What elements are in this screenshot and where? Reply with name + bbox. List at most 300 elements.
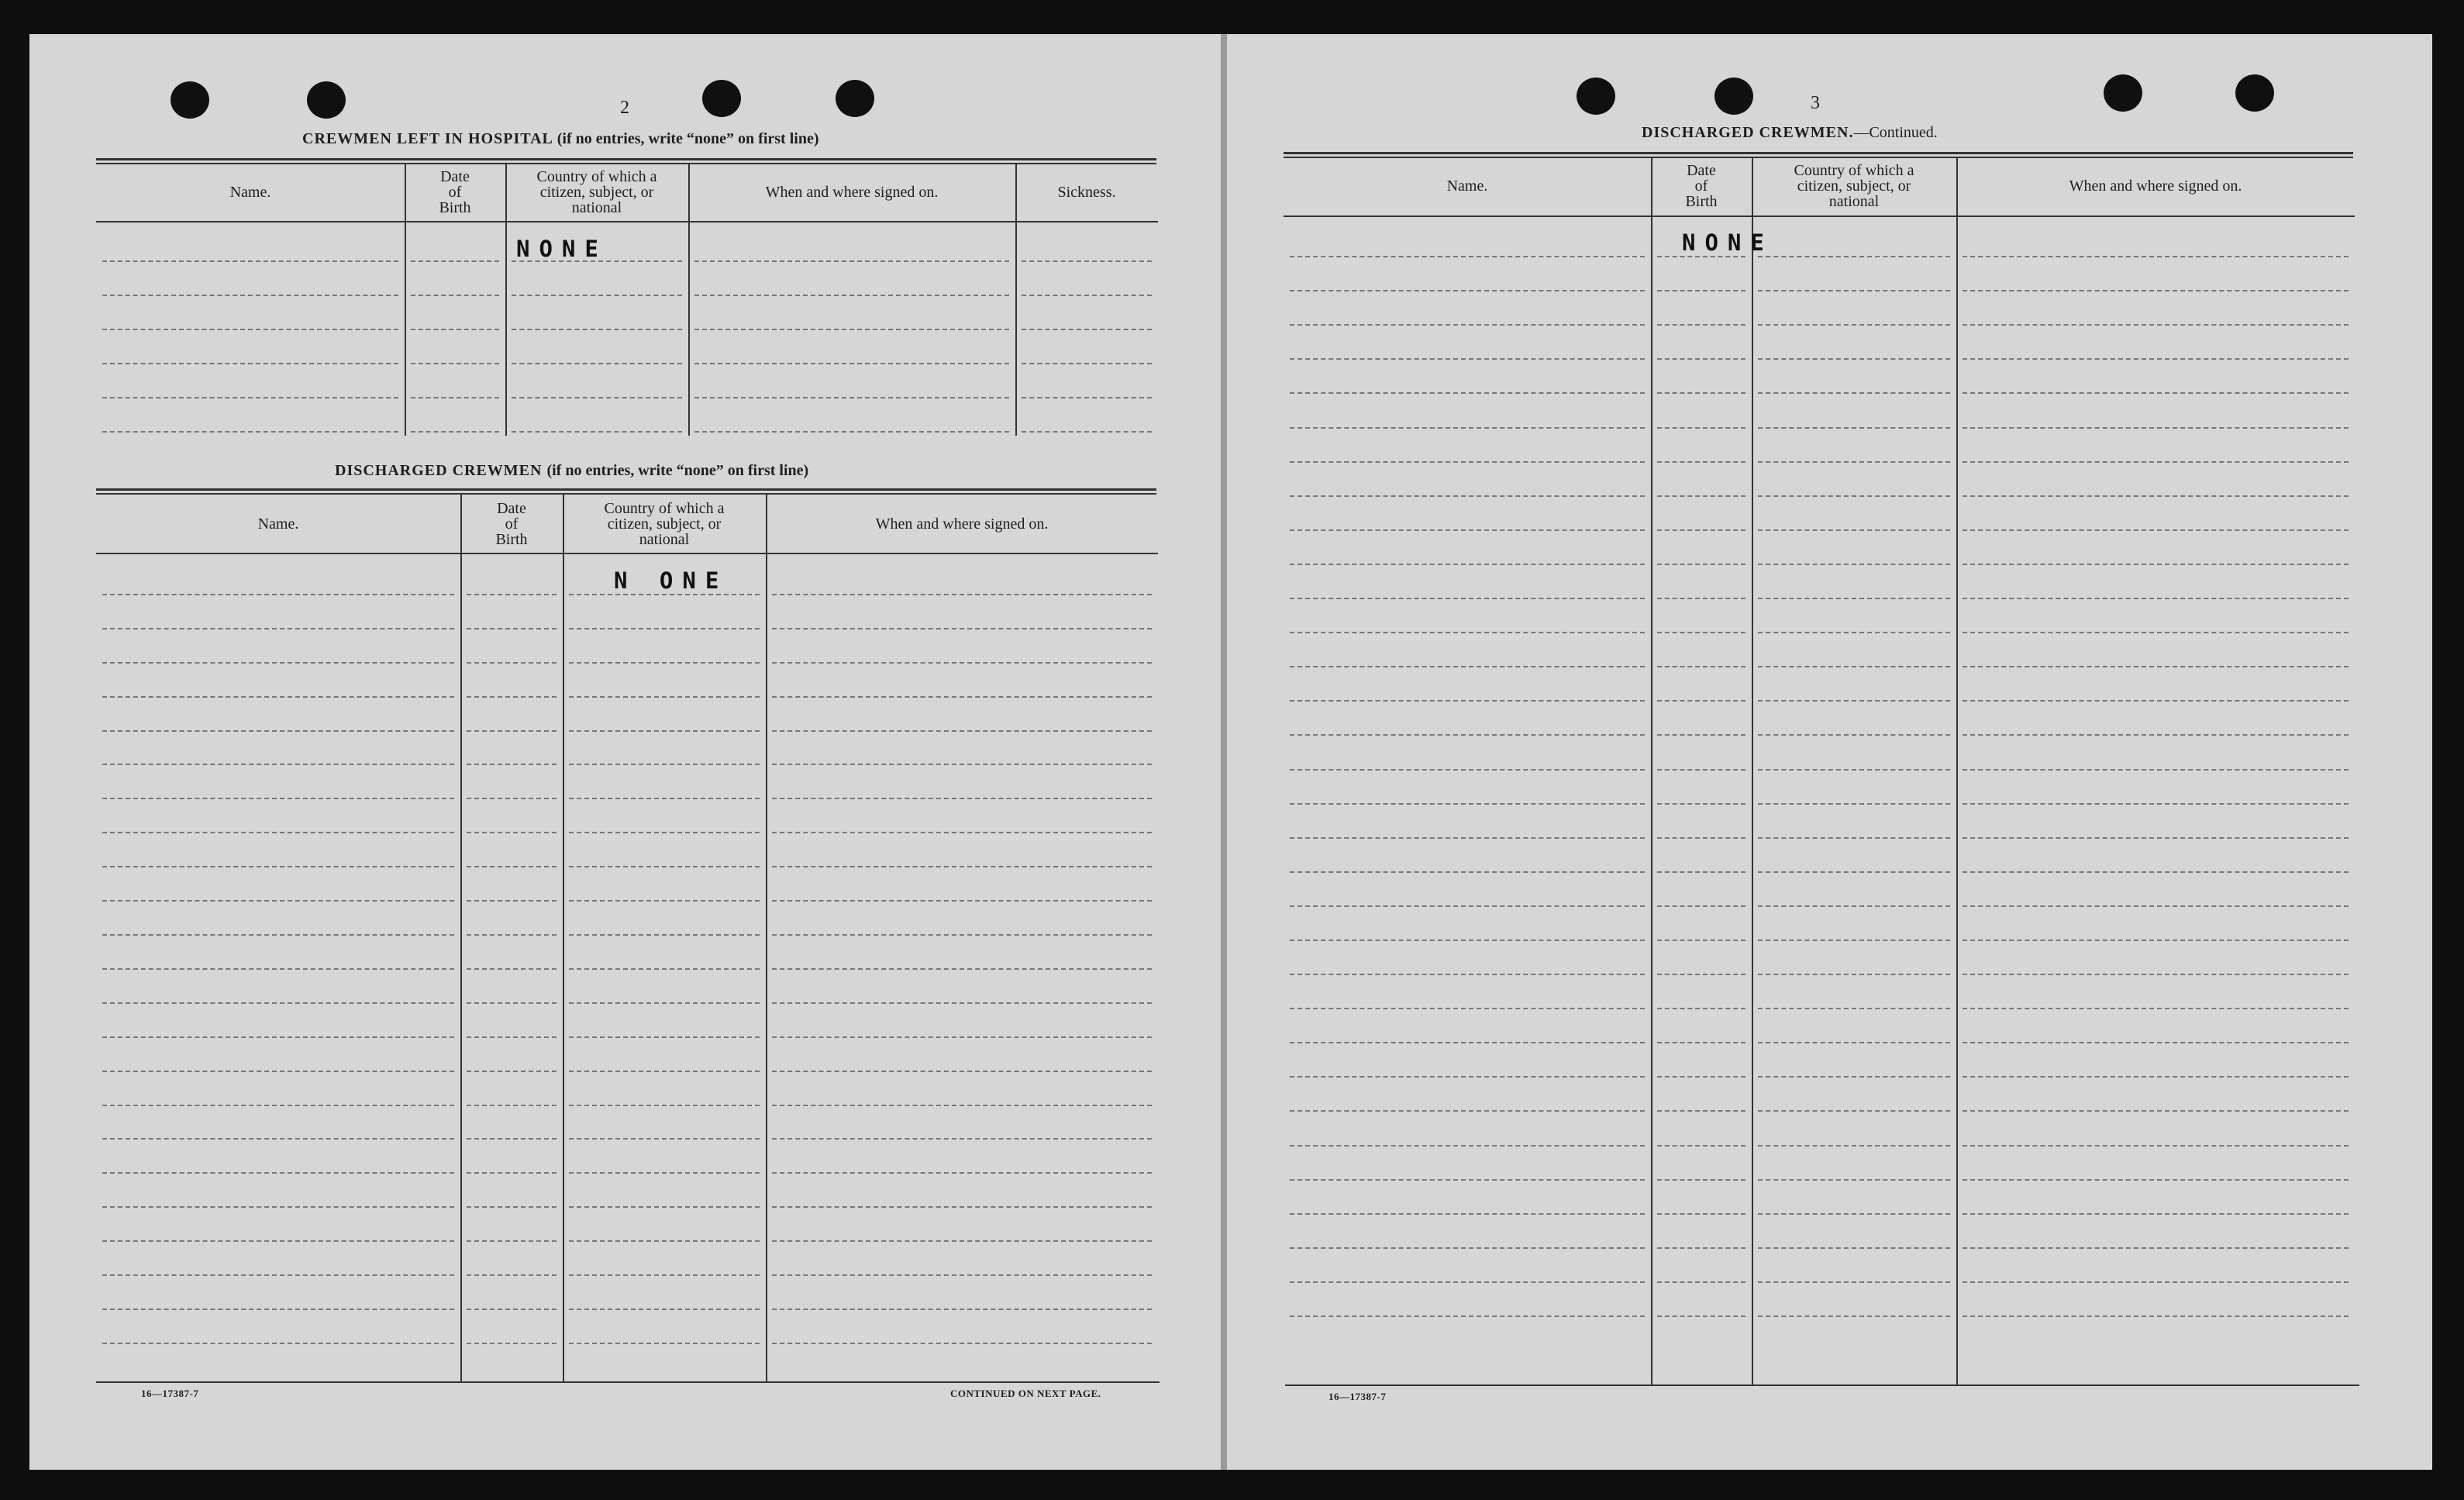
right-entry-line: [1657, 1008, 1745, 1009]
right-entry-line: [1290, 837, 1645, 839]
right-entry-line: [1290, 700, 1645, 702]
hospital-col-header: When and where signed on.: [765, 184, 939, 201]
right-entry-line: [1758, 495, 1950, 497]
right-entry-line: [1657, 632, 1745, 633]
discharged-entry-line: [569, 1343, 760, 1344]
right-entry-line: [1657, 529, 1745, 531]
hospital-column-rule: [405, 163, 406, 436]
right-bottom-rule: [1285, 1384, 2359, 1386]
right-entry-line: [1657, 427, 1745, 429]
right-entry-line: [1290, 1110, 1645, 1112]
right-entry-line: [1290, 1076, 1645, 1078]
discharged-title-note: (if no entries, write “none” on first line): [546, 462, 809, 479]
right-entry-line: [1657, 871, 1745, 873]
discharged-entry-line: [467, 1343, 557, 1344]
right-section-title: [1642, 124, 1938, 142]
discharged-entry-line: [102, 662, 454, 664]
right-entry-line: [1963, 427, 2349, 429]
right-entry-line: [1657, 598, 1745, 599]
right-entry-line: [1963, 529, 2349, 531]
discharged-entry-line: [772, 934, 1152, 936]
hospital-entry-line: [102, 329, 398, 330]
discharged-table-top-rule-inner: [96, 493, 1156, 495]
hospital-entry-line: [512, 363, 682, 364]
discharged-entry-line: [102, 968, 454, 970]
discharged-entry-line: [569, 1002, 760, 1004]
discharged-entry-line: [772, 1240, 1152, 1242]
hospital-entry-line: [102, 363, 398, 364]
hospital-entry-line: [512, 295, 682, 296]
discharged-column-rule: [766, 493, 767, 1381]
hospital-title-note: (if no entries, write “none” on first line): [557, 130, 819, 147]
right-entry-line: [1290, 358, 1645, 360]
right-entry-line: [1758, 632, 1950, 633]
discharged-entry-line: [102, 934, 454, 936]
discharged-col-header: When and where signed on.: [875, 516, 1049, 533]
discharged-entry-line: [102, 594, 454, 595]
right-entry-line: [1963, 256, 2349, 257]
right-entry-line: [1963, 1281, 2349, 1283]
hospital-entry-line: [411, 260, 499, 262]
right-column-rule: [1956, 157, 1958, 1384]
discharged-entry-line: [772, 866, 1152, 867]
hospital-entry-line: [411, 363, 499, 364]
discharged-entry-line: [569, 832, 760, 833]
right-entry-line: [1963, 734, 2349, 736]
right-entry-line: [1963, 495, 2349, 497]
right-entry-line: [1657, 495, 1745, 497]
discharged-entry-line: [467, 662, 557, 664]
hospital-entry-line: [102, 295, 398, 296]
discharged-entry-none: N ONE: [614, 567, 729, 594]
right-entry-line: [1758, 1076, 1950, 1078]
discharged-entry-line: [467, 628, 557, 629]
right-entry-line: [1963, 1179, 2349, 1181]
right-entry-line: [1657, 1247, 1745, 1249]
hospital-entry-none: NONE: [516, 236, 608, 262]
right-col-header: Name.: [1446, 178, 1488, 195]
discharged-entry-line: [467, 764, 557, 765]
hospital-col-header: Country of which a citizen, subject, or national: [536, 168, 657, 216]
right-entry-line: [1758, 1110, 1950, 1112]
right-entry-line: [1758, 529, 1950, 531]
right-entry-line: [1290, 529, 1645, 531]
discharged-section-title: [335, 462, 808, 480]
right-entry-line: [1290, 1008, 1645, 1009]
right-entry-line: [1290, 256, 1645, 257]
right-entry-line: [1657, 734, 1745, 736]
right-title-suffix: —Continued.: [1853, 124, 1938, 141]
discharged-entry-line: [102, 628, 454, 629]
discharged-entry-line: [102, 1274, 454, 1276]
discharged-entry-line: [772, 594, 1152, 595]
right-entry-line: [1963, 392, 2349, 394]
right-entry-line: [1657, 461, 1745, 463]
discharged-entry-line: [467, 866, 557, 867]
right-table-header-rule: [1284, 216, 2355, 217]
right-entry-line: [1290, 871, 1645, 873]
right-entry-line: [1290, 666, 1645, 667]
discharged-entry-line: [102, 764, 454, 765]
right-entry-line: [1758, 1247, 1950, 1249]
right-title-text: DISCHARGED CREWMEN.: [1642, 124, 1854, 141]
discharged-entry-line: [102, 832, 454, 833]
discharged-entry-line: [467, 1071, 557, 1072]
discharged-entry-line: [569, 1138, 760, 1140]
discharged-entry-line: [467, 1206, 557, 1208]
discharged-entry-line: [467, 798, 557, 799]
discharged-entry-line: [102, 1071, 454, 1072]
discharged-entry-line: [772, 1002, 1152, 1004]
discharged-entry-line: [772, 1036, 1152, 1038]
right-entry-line: [1657, 666, 1745, 667]
right-entry-line: [1657, 974, 1745, 975]
discharged-entry-line: [569, 628, 760, 629]
discharged-entry-line: [772, 1309, 1152, 1310]
right-entry-line: [1657, 290, 1745, 291]
punch-hole: [702, 80, 741, 117]
discharged-entry-line: [467, 1036, 557, 1038]
right-entry-line: [1290, 1316, 1645, 1317]
hospital-table-top-rule-inner: [96, 163, 1156, 164]
hospital-entry-line: [512, 431, 682, 433]
right-entry-line: [1657, 1076, 1745, 1078]
discharged-entry-line: [102, 1343, 454, 1344]
discharged-entry-line: [102, 900, 454, 902]
punch-hole: [2235, 74, 2274, 112]
discharged-entry-line: [102, 1309, 454, 1310]
hospital-entry-line: [1022, 329, 1152, 330]
right-entry-line: [1758, 1316, 1950, 1317]
hospital-entry-line: [1022, 397, 1152, 398]
discharged-entry-line: [102, 1138, 454, 1140]
hospital-col-header: Name.: [229, 184, 271, 201]
discharged-entry-line: [467, 968, 557, 970]
hospital-table-header-rule: [96, 221, 1158, 222]
right-entry-line: [1290, 598, 1645, 599]
right-entry-line: [1758, 564, 1950, 565]
discharged-entry-line: [772, 1172, 1152, 1174]
right-column-rule: [1752, 157, 1753, 1384]
discharged-entry-line: [772, 968, 1152, 970]
continued-note: CONTINUED ON NEXT PAGE.: [950, 1388, 1101, 1399]
right-entry-line: [1657, 1179, 1745, 1181]
hospital-entry-line: [1022, 295, 1152, 296]
right-entry-line: [1758, 1145, 1950, 1147]
right-entry-line: [1290, 392, 1645, 394]
hospital-entry-line: [102, 431, 398, 433]
punch-hole: [836, 80, 874, 117]
hospital-entry-line: [512, 397, 682, 398]
discharged-entry-line: [467, 1002, 557, 1004]
right-entry-line: [1963, 564, 2349, 565]
right-entry-line: [1758, 461, 1950, 463]
discharged-entry-line: [102, 866, 454, 867]
punch-hole: [1714, 78, 1753, 115]
right-entry-line: [1290, 495, 1645, 497]
punch-hole: [307, 81, 346, 119]
right-entry-line: [1758, 290, 1950, 291]
right-entry-line: [1290, 905, 1645, 907]
right-entry-line: [1963, 871, 2349, 873]
right-entry-line: [1758, 734, 1950, 736]
hospital-entry-line: [694, 363, 1009, 364]
discharged-entry-line: [467, 1172, 557, 1174]
right-entry-line: [1657, 358, 1745, 360]
right-entry-line: [1657, 1281, 1745, 1283]
right-entry-line: [1657, 769, 1745, 771]
right-entry-line: [1963, 837, 2349, 839]
document-sheet: [29, 34, 2432, 1470]
right-entry-line: [1758, 392, 1950, 394]
right-entry-line: [1758, 905, 1950, 907]
hospital-entry-line: [694, 397, 1009, 398]
right-entry-line: [1290, 632, 1645, 633]
hospital-entry-line: [1022, 363, 1152, 364]
right-entry-line: [1963, 358, 2349, 360]
right-entry-line: [1657, 1042, 1745, 1043]
right-entry-line: [1290, 461, 1645, 463]
left-bottom-rule: [96, 1381, 1160, 1383]
discharged-entry-line: [569, 1036, 760, 1038]
right-entry-line: [1758, 803, 1950, 805]
right-entry-line: [1758, 324, 1950, 326]
discharged-entry-line: [772, 628, 1152, 629]
right-entry-line: [1963, 803, 2349, 805]
discharged-entry-line: [772, 1343, 1152, 1344]
discharged-entry-line: [772, 730, 1152, 732]
discharged-entry-line: [102, 1172, 454, 1174]
right-entry-line: [1963, 700, 2349, 702]
hospital-entry-line: [411, 329, 499, 330]
right-entry-line: [1758, 974, 1950, 975]
discharged-entry-line: [772, 798, 1152, 799]
hospital-entry-line: [694, 260, 1009, 262]
discharged-entry-line: [569, 900, 760, 902]
discharged-entry-line: [569, 1309, 760, 1310]
right-entry-line: [1657, 700, 1745, 702]
right-entry-line: [1963, 940, 2349, 941]
right-entry-line: [1758, 769, 1950, 771]
right-entry-line: [1290, 1213, 1645, 1215]
discharged-entry-line: [467, 900, 557, 902]
right-entry-line: [1758, 1213, 1950, 1215]
discharged-table-top-rule: [96, 488, 1156, 491]
right-entry-line: [1657, 1213, 1745, 1215]
right-entry-line: [1290, 427, 1645, 429]
discharged-entry-line: [772, 1071, 1152, 1072]
right-entry-line: [1290, 290, 1645, 291]
hospital-entry-line: [411, 397, 499, 398]
discharged-entry-line: [772, 662, 1152, 664]
discharged-col-header: Date of Birth: [495, 500, 528, 548]
discharged-title-text: DISCHARGED CREWMEN: [335, 462, 543, 479]
right-entry-line: [1290, 734, 1645, 736]
discharged-entry-line: [467, 832, 557, 833]
hospital-table-top-rule: [96, 158, 1156, 160]
right-table-top-rule-inner: [1284, 157, 2353, 158]
discharged-entry-line: [569, 934, 760, 936]
discharged-entry-line: [772, 832, 1152, 833]
discharged-entry-line: [102, 1002, 454, 1004]
discharged-entry-line: [569, 1274, 760, 1276]
right-entry-line: [1963, 974, 2349, 975]
discharged-entry-line: [467, 1274, 557, 1276]
right-column-rule: [1651, 157, 1652, 1384]
right-entry-line: [1758, 837, 1950, 839]
hospital-entry-line: [694, 295, 1009, 296]
discharged-entry-line: [569, 730, 760, 732]
discharged-entry-line: [467, 696, 557, 698]
right-entry-line: [1758, 871, 1950, 873]
right-entry-line: [1758, 1008, 1950, 1009]
hospital-entry-line: [1022, 260, 1152, 262]
hospital-entry-line: [411, 431, 499, 433]
right-entry-line: [1290, 974, 1645, 975]
discharged-entry-line: [772, 900, 1152, 902]
right-entry-line: [1657, 1316, 1745, 1317]
right-entry-line: [1963, 461, 2349, 463]
right-col-header: Country of which a citizen, subject, or national: [1794, 162, 1914, 210]
discharged-col-header: Name.: [257, 516, 299, 533]
right-entry-line: [1963, 290, 2349, 291]
right-col-header: Date of Birth: [1685, 162, 1718, 210]
hospital-col-header: Date of Birth: [439, 168, 471, 216]
right-entry-line: [1758, 940, 1950, 941]
right-entry-line: [1963, 1247, 2349, 1249]
hospital-entry-line: [1022, 431, 1152, 433]
discharged-entry-line: [569, 764, 760, 765]
discharged-entry-line: [102, 1240, 454, 1242]
right-table-top-rule: [1284, 152, 2353, 154]
right-entry-line: [1290, 769, 1645, 771]
right-col-header: When and where signed on.: [2069, 178, 2242, 195]
right-entry-line: [1758, 358, 1950, 360]
right-entry-line: [1290, 940, 1645, 941]
discharged-entry-line: [772, 1206, 1152, 1208]
discharged-entry-line: [102, 798, 454, 799]
discharged-table-header-rule: [96, 553, 1158, 554]
right-entry-line: [1657, 392, 1745, 394]
right-entry-line: [1963, 1076, 2349, 1078]
right-entry-line: [1758, 598, 1950, 599]
discharged-entry-line: [569, 662, 760, 664]
discharged-entry-line: [772, 696, 1152, 698]
right-entry-line: [1758, 666, 1950, 667]
right-entry-line: [1758, 256, 1950, 257]
discharged-entry-line: [569, 1172, 760, 1174]
page-number-right: 3: [1811, 93, 1820, 113]
discharged-entry-line: [569, 594, 760, 595]
right-entry-line: [1963, 598, 2349, 599]
right-entry-line: [1290, 1247, 1645, 1249]
right-entry-line: [1290, 1281, 1645, 1283]
discharged-entry-line: [467, 1138, 557, 1140]
discharged-entry-line: [467, 1309, 557, 1310]
discharged-entry-line: [569, 1206, 760, 1208]
hospital-entry-line: [102, 397, 398, 398]
right-entry-line: [1290, 1145, 1645, 1147]
discharged-entry-line: [569, 968, 760, 970]
left-form-number: 16—17387-7: [141, 1388, 199, 1399]
discharged-entry-line: [772, 764, 1152, 765]
discharged-entry-line: [467, 1240, 557, 1242]
right-entry-line: [1657, 837, 1745, 839]
hospital-col-header: Sickness.: [1057, 184, 1116, 201]
right-entry-line: [1290, 803, 1645, 805]
discharged-entry-line: [467, 934, 557, 936]
right-entry-line: [1758, 700, 1950, 702]
hospital-entry-line: [102, 260, 398, 262]
right-entry-line: [1657, 1145, 1745, 1147]
discharged-entry-line: [467, 730, 557, 732]
right-entry-line: [1963, 1042, 2349, 1043]
discharged-entry-line: [102, 696, 454, 698]
discharged-entry-line: [102, 1036, 454, 1038]
discharged-entry-line: [102, 1105, 454, 1106]
discharged-entry-line: [569, 1071, 760, 1072]
discharged-column-rule: [563, 493, 564, 1381]
hospital-column-rule: [505, 163, 507, 436]
discharged-entry-line: [569, 1105, 760, 1106]
discharged-entry-line: [569, 866, 760, 867]
right-entry-line: [1657, 564, 1745, 565]
right-entry-line: [1657, 1110, 1745, 1112]
discharged-entry-line: [102, 1206, 454, 1208]
right-entry-line: [1657, 905, 1745, 907]
right-entry-line: [1758, 1042, 1950, 1043]
discharged-entry-line: [467, 594, 557, 595]
right-entry-line: [1963, 1316, 2349, 1317]
right-entry-line: [1657, 940, 1745, 941]
page-number-left: 2: [620, 98, 629, 118]
right-entry-line: [1290, 1179, 1645, 1181]
discharged-entry-line: [772, 1138, 1152, 1140]
hospital-column-rule: [1015, 163, 1017, 436]
right-entry-line: [1290, 564, 1645, 565]
right-entry-line: [1963, 632, 2349, 633]
discharged-entry-line: [102, 730, 454, 732]
hospital-entry-line: [512, 329, 682, 330]
discharged-entry-line: [467, 1105, 557, 1106]
discharged-entry-line: [772, 1274, 1152, 1276]
hospital-entry-line: [694, 329, 1009, 330]
punch-hole: [1577, 78, 1615, 115]
right-entry-line: [1657, 803, 1745, 805]
right-form-number: 16—17387-7: [1328, 1391, 1387, 1402]
right-entry-none: NONE: [1682, 229, 1773, 256]
hospital-title-text: CREWMEN LEFT IN HOSPITAL: [302, 130, 553, 147]
right-entry-line: [1758, 427, 1950, 429]
right-entry-line: [1290, 324, 1645, 326]
right-entry-line: [1758, 1179, 1950, 1181]
right-entry-line: [1963, 1008, 2349, 1009]
punch-hole: [2104, 74, 2142, 112]
discharged-entry-line: [569, 1240, 760, 1242]
discharged-entry-line: [772, 1105, 1152, 1106]
right-entry-line: [1657, 324, 1745, 326]
right-entry-line: [1758, 1281, 1950, 1283]
discharged-entry-line: [569, 798, 760, 799]
discharged-entry-line: [569, 696, 760, 698]
hospital-entry-line: [411, 295, 499, 296]
hospital-entry-line: [694, 431, 1009, 433]
right-entry-line: [1963, 666, 2349, 667]
right-entry-line: [1963, 1213, 2349, 1215]
right-entry-line: [1963, 905, 2349, 907]
right-entry-line: [1657, 256, 1745, 257]
discharged-col-header: Country of which a citizen, subject, or national: [604, 500, 725, 548]
